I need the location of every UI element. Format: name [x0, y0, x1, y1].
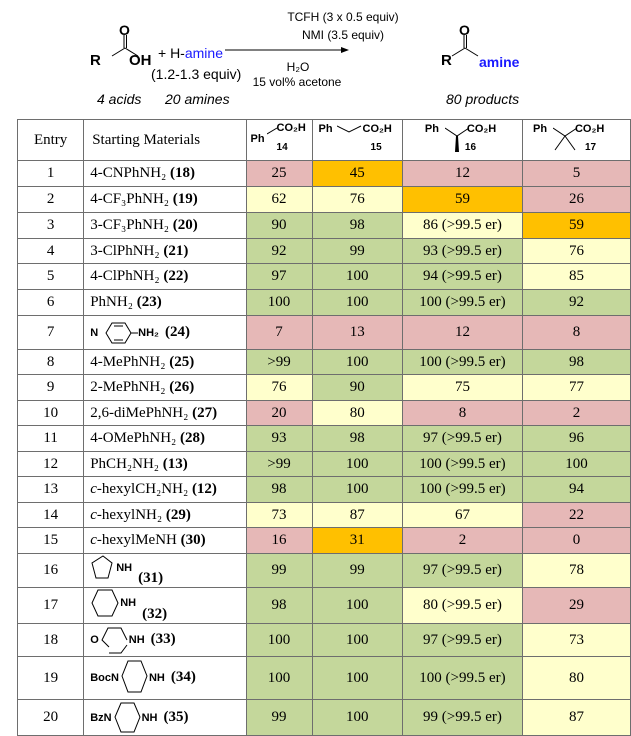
table-row	[18, 239, 631, 264]
amine-name: -hexylMeNH	[96, 532, 177, 548]
amine-nh-label: NH	[141, 711, 158, 724]
entry-cell: 10	[18, 401, 84, 426]
amine-nh-label: NH	[148, 672, 165, 684]
yield-cell: 100	[522, 452, 630, 477]
header-acid-17	[522, 120, 630, 161]
yield-cell: 2	[402, 528, 522, 554]
amine-name: -hexylNH₂	[96, 506, 163, 523]
amine-name: 4-ClPhNH₂	[90, 268, 160, 284]
header-acid-15	[312, 120, 402, 161]
cyclo-prefix: c	[90, 532, 97, 548]
compound-number: (22)	[163, 268, 189, 284]
condition-acetone: 15 vol% acetone	[252, 75, 342, 89]
yield-cell: 100	[312, 452, 402, 477]
table-row	[18, 316, 631, 350]
amine-name: 2,6-diMePhNH₂	[90, 404, 189, 421]
compound-number: (12)	[191, 481, 217, 497]
yield-cell: 25	[246, 161, 312, 187]
yield-cell: 99 (>99.5 er)	[402, 700, 522, 736]
starting-material-cell	[84, 290, 246, 316]
yield-cell: 92	[522, 290, 630, 316]
table-row	[18, 477, 631, 503]
yield-cell: 93 (>99.5 er)	[402, 239, 522, 264]
yield-cell: 96	[522, 426, 630, 452]
entry-cell: 20	[18, 700, 84, 736]
yield-cell: 67	[402, 503, 522, 528]
yield-cell: 100	[312, 700, 402, 736]
entry-cell: 18	[18, 624, 84, 657]
yield-cell: 98	[522, 350, 630, 375]
compound-number: (20)	[172, 217, 198, 233]
amine-structure	[90, 658, 165, 698]
products-count-label: 80 products	[446, 91, 520, 107]
yield-cell: 100	[312, 290, 402, 316]
entry-cell: 6	[18, 290, 84, 316]
yield-cell: 77	[522, 375, 630, 401]
amine-name: 3-CF₃PhNH₂	[90, 217, 170, 233]
yield-cell: 2	[522, 401, 630, 426]
yield-cell: 93	[246, 426, 312, 452]
yield-cell: 99	[246, 554, 312, 588]
compound-number: (25)	[169, 353, 195, 370]
table-row	[18, 290, 631, 316]
entry-cell: 5	[18, 264, 84, 290]
yield-cell: >99	[246, 452, 312, 477]
compound-number: (33)	[150, 631, 176, 647]
starting-material-cell	[84, 503, 246, 528]
yield-cell: 86 (>99.5 er)	[402, 213, 522, 239]
acid-co2h: CO₂H	[276, 122, 306, 134]
entry-cell: 14	[18, 503, 84, 528]
acid-r-label: R	[90, 52, 101, 69]
amine-nh-label: NH	[116, 562, 133, 574]
amine-structure	[90, 554, 132, 582]
amine-name: 4-MePhNH₂	[90, 353, 166, 370]
yield-cell: 97 (>99.5 er)	[402, 624, 522, 657]
amine-name: 4-CF₃PhNH₂	[90, 191, 170, 207]
header-starting-materials: Starting Materials	[84, 120, 246, 161]
entry-cell: 1	[18, 161, 84, 187]
table-row	[18, 452, 631, 477]
compound-number: (32)	[142, 606, 168, 622]
yield-cell: 76	[312, 187, 402, 213]
amine-name: -hexylCH₂NH₂	[96, 481, 189, 497]
amine-prefix: + H-	[158, 45, 185, 61]
yield-cell: 97	[246, 264, 312, 290]
starting-material-cell	[84, 477, 246, 503]
amine-structure	[90, 625, 144, 655]
yield-cell: 100 (>99.5 er)	[402, 350, 522, 375]
yield-cell: 76	[522, 239, 630, 264]
compound-number: (19)	[172, 191, 198, 207]
table-row	[18, 503, 631, 528]
yield-cell: 90	[246, 213, 312, 239]
morpholine-o-label: O	[90, 634, 99, 646]
yield-cell: 100	[246, 290, 312, 316]
product-amine-label: amine	[479, 54, 520, 70]
table-row	[18, 426, 631, 452]
yield-cell: 73	[522, 624, 630, 657]
amine-word: amine	[184, 45, 223, 61]
header-acid-14	[246, 120, 312, 161]
acid-o-label: O	[119, 22, 130, 38]
condition-tcfh: TCFH (3 x 0.5 equiv)	[287, 10, 399, 24]
entry-cell: 2	[18, 187, 84, 213]
yield-cell: 94 (>99.5 er)	[402, 264, 522, 290]
acid-co2h: CO₂H	[574, 123, 605, 135]
yield-cell: 62	[246, 187, 312, 213]
entry-cell: 4	[18, 239, 84, 264]
acid-ph: Ph	[424, 123, 439, 135]
yield-cell: 97 (>99.5 er)	[402, 554, 522, 588]
pyrrolidine-ring-icon	[90, 554, 116, 582]
condition-water: H₂O	[286, 60, 310, 74]
table-row	[18, 624, 631, 657]
starting-material-cell	[84, 528, 246, 554]
entry-cell: 16	[18, 554, 84, 588]
piperazine-ring-icon	[112, 701, 142, 735]
compound-number: (29)	[165, 506, 191, 523]
compound-number: (30)	[180, 532, 206, 548]
starting-material-cell	[84, 452, 246, 477]
compound-number: (24)	[164, 323, 190, 340]
yield-cell: 45	[312, 161, 402, 187]
yield-cell: 100	[312, 264, 402, 290]
acid-co2h: CO₂H	[362, 123, 392, 135]
yield-cell: 12	[402, 161, 522, 187]
yield-cell: 100	[312, 624, 402, 657]
header-row	[18, 120, 631, 161]
table-row	[18, 554, 631, 588]
product-r-label: R	[441, 52, 452, 69]
reaction-arrow-icon	[225, 45, 350, 55]
cyclo-prefix: c	[90, 506, 97, 523]
acid-number: 15	[370, 142, 382, 153]
yield-cell: 75	[402, 375, 522, 401]
compound-number: (23)	[136, 294, 162, 310]
yield-cell: 99	[312, 554, 402, 588]
table-row	[18, 700, 631, 736]
entry-cell: 7	[18, 316, 84, 350]
bond-icon	[337, 124, 365, 134]
compound-number: (21)	[163, 242, 189, 259]
starting-material-cell	[84, 657, 246, 700]
entry-cell: 3	[18, 213, 84, 239]
entry-cell: 15	[18, 528, 84, 554]
yield-cell: 59	[402, 187, 522, 213]
yield-cell: 98	[312, 426, 402, 452]
yield-cell: 85	[522, 264, 630, 290]
yield-cell: 100	[246, 657, 312, 700]
amine-nh-label: NH	[120, 597, 137, 609]
acid-co2h: CO₂H	[466, 123, 497, 135]
yield-cell: 13	[312, 316, 402, 350]
compound-number: (26)	[169, 379, 195, 395]
entry-cell: 17	[18, 588, 84, 624]
acid-number: 16	[464, 142, 477, 153]
starting-material-cell	[84, 700, 246, 736]
acid-ph: Ph	[250, 133, 265, 145]
entry-cell: 13	[18, 477, 84, 503]
starting-material-cell	[84, 187, 246, 213]
table-row	[18, 401, 631, 426]
starting-material-cell	[84, 213, 246, 239]
yield-cell: 16	[246, 528, 312, 554]
yield-cell: 100	[246, 624, 312, 657]
amines-count-label: 20 amines	[165, 91, 230, 107]
header-acid-16	[402, 120, 522, 161]
product-o-label: O	[459, 22, 470, 38]
yield-cell: 80	[522, 657, 630, 700]
results-table	[17, 119, 631, 736]
yield-cell: 90	[312, 375, 402, 401]
pyridine-n-label: N	[90, 326, 99, 339]
n-protecting-group-label: BocN	[90, 672, 119, 684]
yield-cell: 97 (>99.5 er)	[402, 426, 522, 452]
amine-reagent	[158, 45, 223, 61]
results-body	[18, 161, 631, 736]
acids-count-label: 4 acids	[97, 91, 142, 107]
yield-cell: 80 (>99.5 er)	[402, 588, 522, 624]
piperazine-ring-icon	[119, 658, 149, 698]
yield-cell: 87	[522, 700, 630, 736]
table-row	[18, 375, 631, 401]
reaction-scheme	[0, 0, 631, 112]
acid-number: 17	[584, 142, 597, 153]
starting-material-cell	[84, 350, 246, 375]
yield-cell: 100 (>99.5 er)	[402, 477, 522, 503]
yield-cell: 100	[312, 657, 402, 700]
entry-cell: 11	[18, 426, 84, 452]
amine-nh-label: NH	[128, 634, 145, 646]
yield-cell: 73	[246, 503, 312, 528]
yield-cell: 87	[312, 503, 402, 528]
acid-ph: Ph	[318, 123, 333, 135]
amine-name: 3-ClPhNH₂	[90, 242, 160, 259]
amine-name: 4-CNPhNH₂	[90, 165, 167, 181]
table-row	[18, 213, 631, 239]
amine-name: 2-MePhNH₂	[90, 379, 166, 395]
amine-structure	[90, 701, 157, 735]
yield-cell: 5	[522, 161, 630, 187]
starting-material-cell	[84, 426, 246, 452]
yield-cell: 20	[246, 401, 312, 426]
entry-cell: 19	[18, 657, 84, 700]
yield-cell: 100	[312, 350, 402, 375]
yield-cell: 76	[246, 375, 312, 401]
yield-cell: 100 (>99.5 er)	[402, 290, 522, 316]
amine-structure	[90, 320, 159, 346]
yield-cell: 99	[312, 239, 402, 264]
starting-material-cell	[84, 554, 246, 588]
acid-ph: Ph	[532, 123, 548, 135]
n-protecting-group-label: BzN	[90, 711, 112, 724]
starting-material-cell	[84, 239, 246, 264]
amine-equiv: (1.2-1.3 equiv)	[151, 66, 242, 82]
yield-cell: 8	[522, 316, 630, 350]
starting-material-cell	[84, 375, 246, 401]
table-row	[18, 187, 631, 213]
compound-number: (28)	[180, 430, 206, 446]
cyclo-prefix: c	[90, 481, 97, 497]
yield-cell: 98	[246, 477, 312, 503]
yield-cell: 80	[312, 401, 402, 426]
compound-number: (27)	[192, 404, 218, 421]
condition-nmi: NMI (3.5 equiv)	[301, 28, 385, 42]
starting-material-cell	[84, 161, 246, 187]
table-row	[18, 588, 631, 624]
yield-cell: >99	[246, 350, 312, 375]
entry-cell: 12	[18, 452, 84, 477]
pyridine-ring-icon	[98, 320, 138, 346]
yield-cell: 78	[522, 554, 630, 588]
header-entry: Entry	[18, 120, 84, 161]
yield-cell: 7	[246, 316, 312, 350]
amine-name: PhCH₂NH₂	[90, 455, 160, 472]
amine-name: PhNH₂	[90, 294, 133, 310]
entry-cell: 9	[18, 375, 84, 401]
table-row	[18, 161, 631, 187]
table-row	[18, 350, 631, 375]
compound-number: (31)	[138, 570, 164, 586]
piperidine-ring-icon	[90, 588, 120, 618]
compound-number: (18)	[170, 165, 196, 181]
table-row	[18, 657, 631, 700]
morpholine-ring-icon	[99, 625, 129, 655]
acid-oh-label: OH	[129, 52, 152, 69]
starting-material-cell	[84, 264, 246, 290]
starting-material-cell	[84, 316, 246, 350]
yield-cell: 0	[522, 528, 630, 554]
compound-number: (13)	[162, 455, 188, 472]
yield-cell: 22	[522, 503, 630, 528]
entry-cell: 8	[18, 350, 84, 375]
yield-cell: 98	[246, 588, 312, 624]
amine-structure	[90, 588, 136, 618]
table-row	[18, 264, 631, 290]
yield-cell: 98	[312, 213, 402, 239]
starting-material-cell	[84, 588, 246, 624]
yield-cell: 100 (>99.5 er)	[402, 452, 522, 477]
starting-material-cell	[84, 624, 246, 657]
compound-number: (35)	[163, 708, 189, 725]
table-row	[18, 528, 631, 554]
amine-nh-label: NH₂	[138, 326, 159, 339]
yield-cell: 26	[522, 187, 630, 213]
acid-number: 14	[276, 142, 288, 153]
yield-cell: 100	[312, 477, 402, 503]
yield-cell: 92	[246, 239, 312, 264]
yield-cell: 8	[402, 401, 522, 426]
yield-cell: 59	[522, 213, 630, 239]
yield-cell: 12	[402, 316, 522, 350]
compound-number: (34)	[170, 669, 196, 685]
yield-cell: 99	[246, 700, 312, 736]
yield-cell: 31	[312, 528, 402, 554]
yield-cell: 94	[522, 477, 630, 503]
yield-cell: 29	[522, 588, 630, 624]
amine-name: 4-OMePhNH₂	[90, 430, 177, 446]
yield-cell: 100	[312, 588, 402, 624]
starting-material-cell	[84, 401, 246, 426]
yield-cell: 100 (>99.5 er)	[402, 657, 522, 700]
